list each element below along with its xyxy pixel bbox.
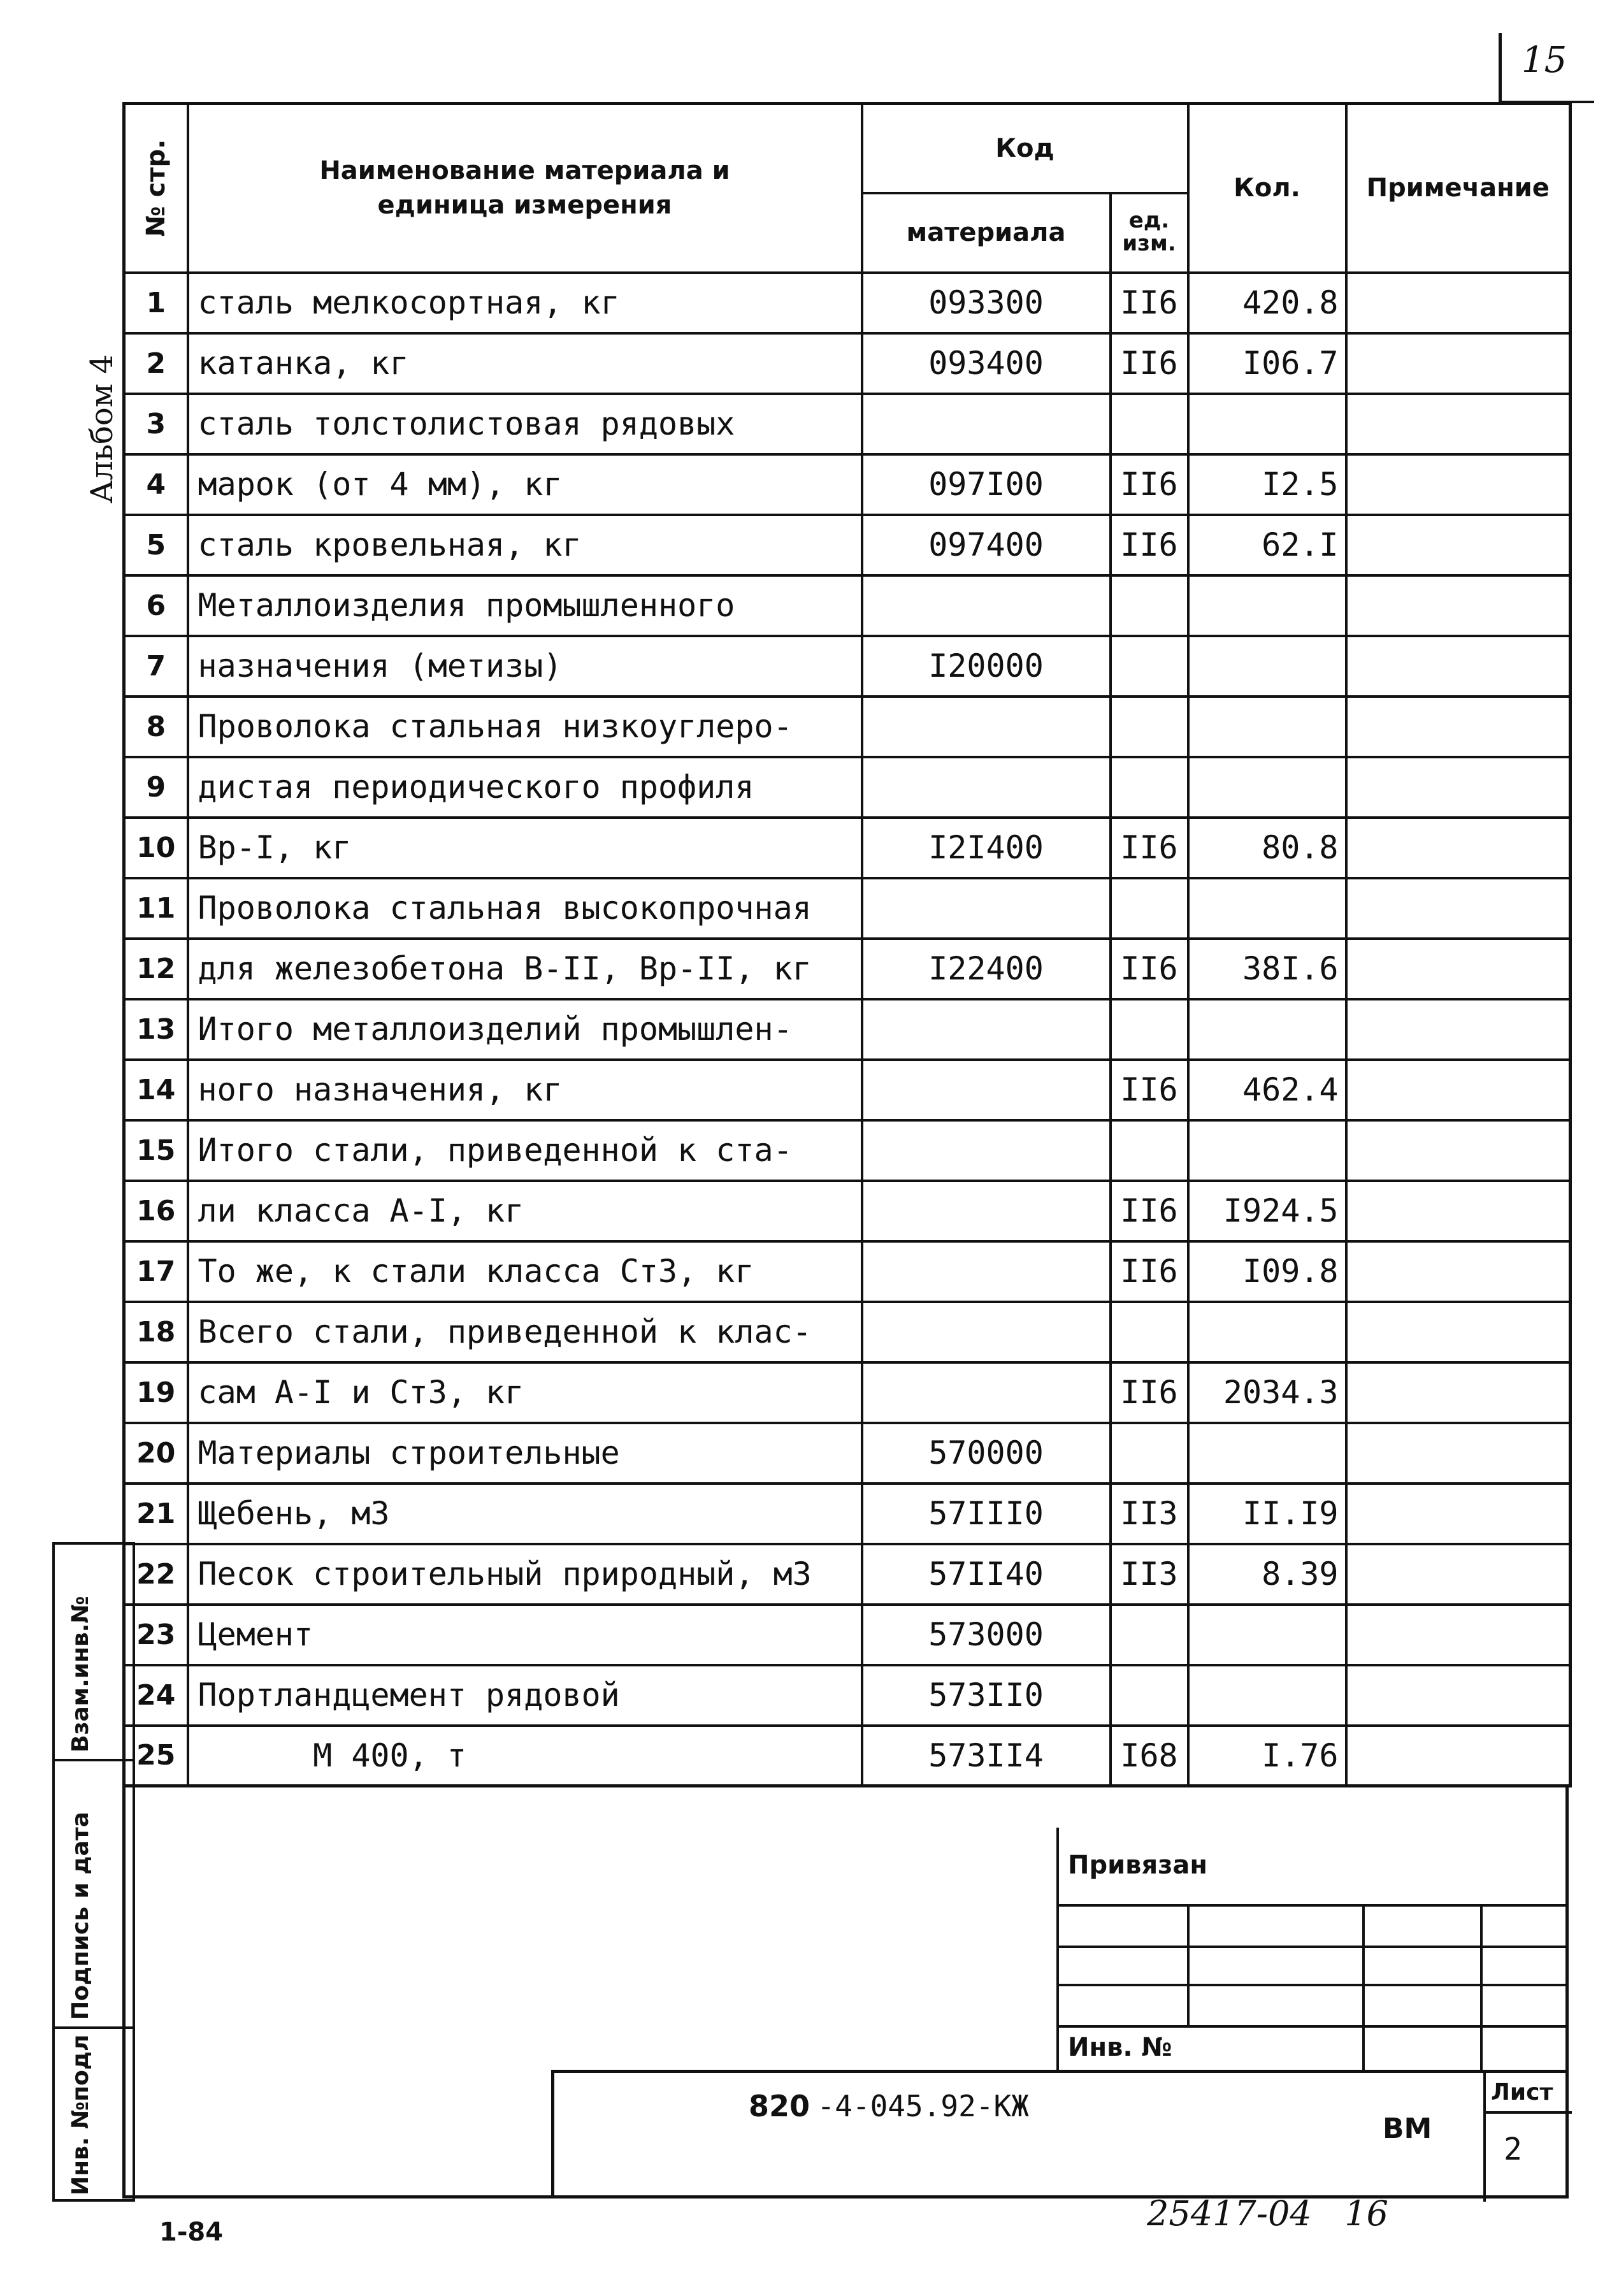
unit-code: II6	[1111, 454, 1188, 515]
note	[1346, 575, 1571, 636]
unit-code	[1111, 757, 1188, 818]
material-code	[862, 1241, 1111, 1302]
material-code	[862, 1181, 1111, 1241]
material-name: ли класса А-I, кг	[188, 1181, 862, 1241]
material-name: Портландцемент рядовой	[188, 1665, 862, 1726]
note	[1346, 1120, 1571, 1181]
row-number: 25	[124, 1726, 188, 1786]
note	[1346, 1665, 1571, 1726]
quantity	[1188, 394, 1346, 454]
note	[1346, 939, 1571, 999]
row-number: 11	[124, 878, 188, 939]
note	[1346, 515, 1571, 575]
row-number: 19	[124, 1362, 188, 1423]
material-name: ного назначения, кг	[188, 1060, 862, 1120]
material-name: Материалы строительные	[188, 1423, 862, 1484]
material-name: Цемент	[188, 1605, 862, 1665]
material-code: 573II4	[862, 1726, 1111, 1786]
note	[1346, 1302, 1571, 1362]
material-code	[862, 1120, 1111, 1181]
table-row	[124, 1120, 1571, 1181]
row-number: 15	[124, 1120, 188, 1181]
material-code	[862, 575, 1111, 636]
row-number: 13	[124, 999, 188, 1060]
material-code	[862, 697, 1111, 757]
row-number: 7	[124, 636, 188, 697]
row-number: 9	[124, 757, 188, 818]
row-number: 20	[124, 1423, 188, 1484]
row-number: 10	[124, 818, 188, 878]
unit-code	[1111, 999, 1188, 1060]
note	[1346, 999, 1571, 1060]
quantity	[1188, 1665, 1346, 1726]
note	[1346, 1605, 1571, 1665]
quantity	[1188, 1423, 1346, 1484]
header-qty: Кол.	[1188, 104, 1346, 273]
stamp-inv-podl: Инв. №подл	[68, 2034, 94, 2195]
row-number: 2	[124, 333, 188, 394]
table-row	[124, 394, 1571, 454]
table-row	[124, 1302, 1571, 1362]
material-code	[862, 999, 1111, 1060]
material-code: 573II0	[862, 1665, 1111, 1726]
material-code: 573000	[862, 1605, 1111, 1665]
row-number: 17	[124, 1241, 188, 1302]
note	[1346, 273, 1571, 333]
material-name: Проволока стальная низкоуглеро-	[188, 697, 862, 757]
page-number-bar	[1499, 33, 1502, 102]
material-code	[862, 1362, 1111, 1423]
quantity	[1188, 1302, 1346, 1362]
table-header-row-1	[124, 104, 1571, 193]
material-name: Проволока стальная высокопрочная	[188, 878, 862, 939]
album-label-text: Альбом 4	[84, 354, 120, 503]
quantity: II.I9	[1188, 1484, 1346, 1544]
quantity	[1188, 878, 1346, 939]
material-code: I20000	[862, 636, 1111, 697]
material-code: I2I400	[862, 818, 1111, 878]
material-name: Песок строительный природный, м3	[188, 1544, 862, 1605]
row-number: 21	[124, 1484, 188, 1544]
header-code-unit: ед. изм.	[1111, 193, 1188, 273]
quantity	[1188, 1120, 1346, 1181]
quantity	[1188, 999, 1346, 1060]
privyazan-box	[1056, 1828, 1569, 2070]
row-number: 6	[124, 575, 188, 636]
table-row	[124, 1181, 1571, 1241]
quantity	[1188, 1605, 1346, 1665]
material-name: марок (от 4 мм), кг	[188, 454, 862, 515]
note	[1346, 1423, 1571, 1484]
row-number: 14	[124, 1060, 188, 1120]
quantity: 2034.3	[1188, 1362, 1346, 1423]
note	[1346, 757, 1571, 818]
note	[1346, 1544, 1571, 1605]
material-code: 097400	[862, 515, 1111, 575]
note	[1346, 394, 1571, 454]
unit-code	[1111, 636, 1188, 697]
material-code	[862, 1060, 1111, 1120]
unit-code: II6	[1111, 333, 1188, 394]
material-name: сталь мелкосортная, кг	[188, 273, 862, 333]
sheet-label: Лист	[1491, 2079, 1553, 2105]
unit-code	[1111, 878, 1188, 939]
material-name: Вр-I, кг	[188, 818, 862, 878]
material-code	[862, 394, 1111, 454]
unit-code: II6	[1111, 273, 1188, 333]
material-name: дистая периодического профиля	[188, 757, 862, 818]
page-number: 15	[1522, 40, 1567, 81]
material-name: катанка, кг	[188, 333, 862, 394]
material-name: Щебень, м3	[188, 1484, 862, 1544]
note	[1346, 1726, 1571, 1786]
privyazan-label: Привязан	[1068, 1851, 1208, 1880]
unit-code: II6	[1111, 1060, 1188, 1120]
table-row	[124, 878, 1571, 939]
table-row	[124, 1665, 1571, 1726]
table-row	[124, 939, 1571, 999]
quantity: 62.I	[1188, 515, 1346, 575]
table-row	[124, 636, 1571, 697]
quantity	[1188, 757, 1346, 818]
unit-code: I68	[1111, 1726, 1188, 1786]
row-number: 22	[124, 1544, 188, 1605]
unit-code	[1111, 1605, 1188, 1665]
unit-code	[1111, 1423, 1188, 1484]
row-number: 16	[124, 1181, 188, 1241]
note	[1346, 1484, 1571, 1544]
material-name: Итого металлоизделий промышлен-	[188, 999, 862, 1060]
row-number: 3	[124, 394, 188, 454]
quantity: I924.5	[1188, 1181, 1346, 1241]
material-name: назначения (метизы)	[188, 636, 862, 697]
material-name: сталь кровельная, кг	[188, 515, 862, 575]
table-body	[124, 273, 1571, 1786]
row-number: 12	[124, 939, 188, 999]
table-row	[124, 273, 1571, 333]
material-code: 57III0	[862, 1484, 1111, 1544]
inv-no-label: Инв. №	[1068, 2033, 1172, 2062]
table-row	[124, 1060, 1571, 1120]
footnote-left: 1-84	[159, 2218, 224, 2247]
quantity: I.76	[1188, 1726, 1346, 1786]
quantity: 8.39	[1188, 1544, 1346, 1605]
quantity: I2.5	[1188, 454, 1346, 515]
note	[1346, 454, 1571, 515]
note	[1346, 636, 1571, 697]
material-name: То же, к стали класса Ст3, кг	[188, 1241, 862, 1302]
table-row	[124, 999, 1571, 1060]
doc-code-strip	[551, 2070, 1569, 2199]
stamp-vzam-inv: Взам.инв.№	[55, 1545, 133, 1761]
row-number: 23	[124, 1605, 188, 1665]
table-row	[124, 1362, 1571, 1423]
material-code: 097I00	[862, 454, 1111, 515]
row-number: 4	[124, 454, 188, 515]
quantity	[1188, 636, 1346, 697]
note	[1346, 1241, 1571, 1302]
row-number: 8	[124, 697, 188, 757]
material-code	[862, 1302, 1111, 1362]
row-number: 18	[124, 1302, 188, 1362]
quantity: I06.7	[1188, 333, 1346, 394]
material-code	[862, 757, 1111, 818]
material-code: 570000	[862, 1423, 1111, 1484]
unit-code	[1111, 394, 1188, 454]
material-name: Всего стали, приведенной к клас-	[188, 1302, 862, 1362]
table-row	[124, 1544, 1571, 1605]
material-name: Итого стали, приведенной к ста-	[188, 1120, 862, 1181]
table-row	[124, 333, 1571, 394]
note	[1346, 1362, 1571, 1423]
table-row	[124, 1726, 1571, 1786]
material-code	[862, 878, 1111, 939]
material-name: Металлоизделия промышленного	[188, 575, 862, 636]
doc-mark: ВМ	[1383, 2112, 1432, 2145]
unit-code: II6	[1111, 939, 1188, 999]
material-name: сталь толстолистовая рядовых	[188, 394, 862, 454]
quantity: 420.8	[1188, 273, 1346, 333]
header-code-material: материала	[862, 193, 1111, 273]
unit-code	[1111, 575, 1188, 636]
unit-code	[1111, 1120, 1188, 1181]
footnote-right: 25417-04 16	[1147, 2193, 1388, 2234]
material-code: 57II40	[862, 1544, 1111, 1605]
quantity: 462.4	[1188, 1060, 1346, 1120]
sheet-value: 2	[1504, 2132, 1522, 2167]
unit-code: II6	[1111, 818, 1188, 878]
unit-code: II6	[1111, 1362, 1188, 1423]
material-code: 093300	[862, 273, 1111, 333]
header-code-group: Код	[862, 104, 1188, 193]
material-name: М 400, т	[188, 1726, 862, 1786]
table-row	[124, 697, 1571, 757]
materials-table	[122, 102, 1572, 1787]
table-row	[124, 1484, 1571, 1544]
unit-code: II6	[1111, 1181, 1188, 1241]
doc-code-rest: -4-045.92-КЖ	[817, 2089, 1029, 2123]
note	[1346, 818, 1571, 878]
table-row	[124, 1605, 1571, 1665]
table-row	[124, 454, 1571, 515]
table-row	[124, 818, 1571, 878]
header-name: Наименование материала и единица измерения	[188, 104, 862, 273]
header-row-no: № стр.	[124, 104, 188, 273]
table-row	[124, 1423, 1571, 1484]
unit-code	[1111, 1302, 1188, 1362]
note	[1346, 1060, 1571, 1120]
unit-code	[1111, 1665, 1188, 1726]
unit-code: II6	[1111, 515, 1188, 575]
unit-code	[1111, 697, 1188, 757]
note	[1346, 1181, 1571, 1241]
quantity	[1188, 697, 1346, 757]
row-number: 5	[124, 515, 188, 575]
unit-code: II3	[1111, 1484, 1188, 1544]
quantity: 38I.6	[1188, 939, 1346, 999]
note	[1346, 697, 1571, 757]
table-row	[124, 575, 1571, 636]
quantity: I09.8	[1188, 1241, 1346, 1302]
quantity	[1188, 575, 1346, 636]
table-row	[124, 515, 1571, 575]
doc-code	[749, 2089, 1029, 2123]
table-row	[124, 757, 1571, 818]
material-code: I22400	[862, 939, 1111, 999]
quantity: 80.8	[1188, 818, 1346, 878]
row-number: 1	[124, 273, 188, 333]
material-name: сам А-I и Ст3, кг	[188, 1362, 862, 1423]
stamp-podpis-data: Подпись и дата	[55, 1761, 133, 2029]
material-code: 093400	[862, 333, 1111, 394]
header-note: Примечание	[1346, 104, 1571, 273]
doc-code-prefix: 820	[749, 2089, 810, 2123]
table-row	[124, 1241, 1571, 1302]
note	[1346, 878, 1571, 939]
unit-code: II6	[1111, 1241, 1188, 1302]
unit-code: II3	[1111, 1544, 1188, 1605]
row-number: 24	[124, 1665, 188, 1726]
material-name: для железобетона В-II, Вр-II, кг	[188, 939, 862, 999]
note	[1346, 333, 1571, 394]
